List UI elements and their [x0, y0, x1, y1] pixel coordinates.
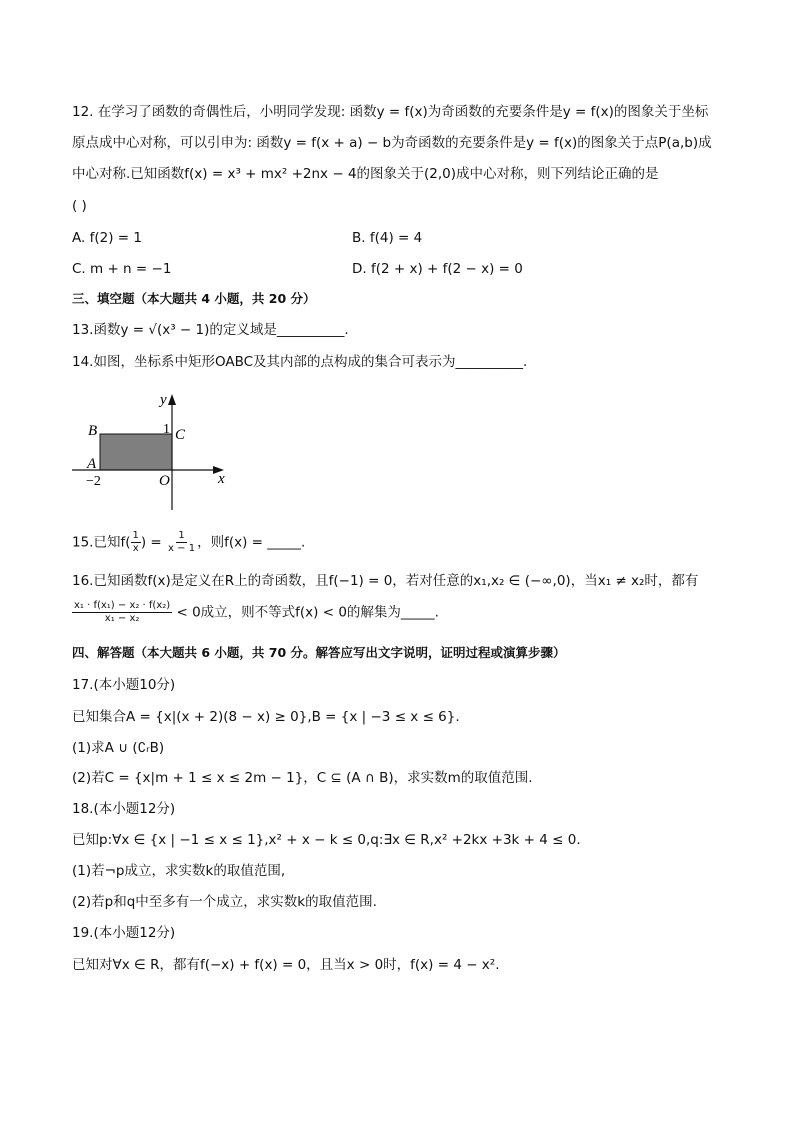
q19-title: 19.(本小题12分) [72, 925, 176, 941]
q17-stem: 已知集合A = {x|(x + 2)(8 − x) ≥ 0},B = {x | −3 ≤ x ≤ 6}. [72, 709, 460, 725]
q17-part1: (1)求A ∪ (∁ᵣB) [72, 740, 165, 756]
section-heading-solutions: 四、解答题（本大题共 6 小题，共 70 分。解答应写出文字说明，证明过程或演算步骤） [72, 645, 566, 660]
section-heading-fill-in: 三、填空题（本大题共 4 小题，共 20 分） [72, 291, 316, 306]
q18-part2: (2)若p和q中至多有一个成立，求实数k的取值范围. [72, 894, 377, 910]
q15-suffix: ，则f(x) = _____. [197, 534, 306, 551]
q12-line1: 12. 在学习了函数的奇偶性后，小明同学发现: 函数y = f(x)为奇函数的充要条件是y = f(x)的图象关于坐标 [72, 104, 709, 120]
rectangle-oabc [100, 434, 172, 470]
label-one: 1 [163, 422, 170, 437]
q12-line2: 原点成中心对称，可以引申为: 函数y = f(x + a) − b为奇函数的充要条件是y = f(x)的图象关于点P(a,b)成 [72, 135, 712, 151]
q19-stem: 已知对∀x ∈ R，都有f(−x) + f(x) = 0，且当x > 0时，f(x) = 4 − x². [72, 957, 500, 973]
q12-answer-paren: ( ) [72, 198, 87, 214]
q15-arg-denominator: x [132, 543, 139, 554]
q16-line1: 16.已知函数f(x)是定义在R上的奇函数，且f(−1) = 0，若对任意的x₁,x₂ ∈ (−∞,0)，当x₁ ≠ x₂时，都有 [72, 573, 699, 589]
q12-option-b: B. f(4) = 4 [352, 230, 423, 246]
q12-option-d: D. f(2 + x) + f(2 − x) = 0 [352, 261, 523, 277]
q12-option-a: A. f(2) = 1 [72, 230, 142, 246]
label-y: y [160, 392, 167, 408]
y-axis-arrow [168, 394, 176, 405]
label-x: x [218, 471, 225, 487]
q16-line2 [72, 600, 439, 625]
q18-part1: (1)若¬p成立，求实数k的取值范围, [72, 863, 286, 879]
label-neg-two: −2 [86, 474, 101, 489]
q18-title: 18.(本小题12分) [72, 801, 176, 817]
q18-stem: 已知p:∀x ∈ {x | −1 ≤ x ≤ 1},x² + x − k ≤ 0,q:∃x ∈ R,x² +2kx +3k + 4 ≤ 0. [72, 832, 581, 848]
q14-text: 14.如图，坐标系中矩形OABC及其内部的点构成的集合可表示为__________. [72, 354, 528, 370]
label-b: B [88, 423, 98, 439]
coordinate-figure [72, 388, 242, 513]
q16-denominator: x₁ − x₂ [104, 613, 140, 624]
q16-numerator: x₁ · f(x₁) − x₂ · f(x₂) [74, 600, 171, 611]
q15-arg-numerator: 1 [132, 530, 139, 541]
q17-title: 17.(本小题10分) [72, 677, 176, 693]
q15-rhs-fraction [166, 530, 197, 555]
q17-part2: (2)若C = {x|m + 1 ≤ x ≤ 2m − 1}，C ⊆ (A ∩ B)，求实数m的取值范围. [72, 770, 533, 786]
q12-option-c: C. m + n = −1 [72, 261, 172, 277]
label-a: A [87, 456, 97, 472]
label-c: C [175, 427, 186, 443]
label-o: O [159, 473, 170, 489]
q15-prefix: 15.已知f( [72, 534, 131, 551]
q16-line2-suffix: < 0成立，则不等式f(x) < 0的解集为_____. [176, 604, 439, 621]
q15-text [72, 530, 305, 555]
q15-mid: ) = [140, 534, 167, 551]
q12-line3: 中心对称.已知函数f(x) = x³ + mx² +2nx − 4的图象关于(2,0)成中心对称，则下列结论正确的是 [72, 166, 659, 182]
q13-text: 13.函数y = √(x³ − 1)的定义域是__________. [72, 322, 349, 338]
q15-rhs-numerator: 1 [178, 530, 185, 541]
q15-rhs-denominator: x − 1 [168, 543, 196, 554]
q16-fraction [72, 600, 172, 625]
q15-arg-fraction [131, 530, 141, 555]
